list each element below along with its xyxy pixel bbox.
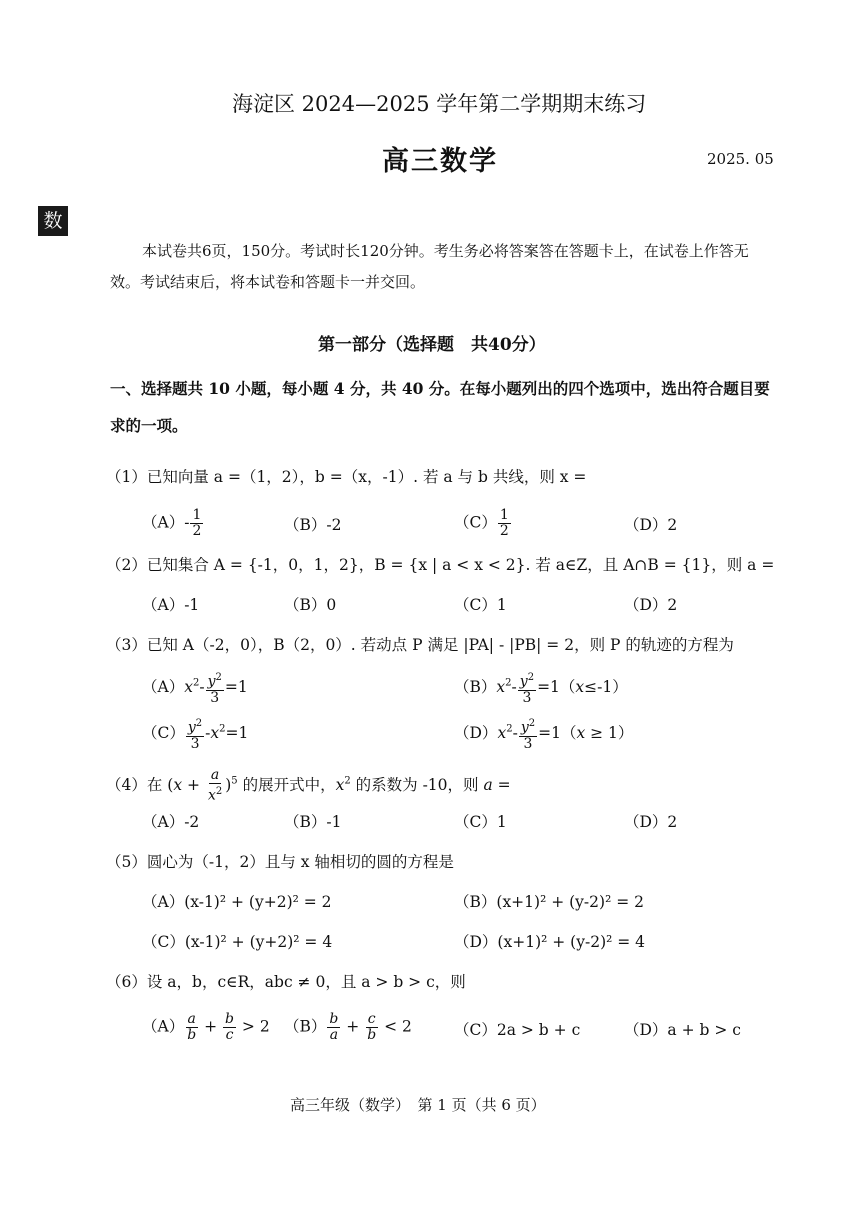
question-1-stem: （1）已知向量 a =（1，2），b =（x，-1）. 若 a 与 b 共线，则 x = xyxy=(106,468,587,486)
q2-option-b[interactable]: （B）0 xyxy=(284,596,337,614)
subject-tag: 数 xyxy=(38,206,68,236)
q6-option-b[interactable]: （B） $\frac{b}{a}$ + $\frac{c}{b}$ < 2 xyxy=(284,1011,412,1043)
q3-option-a[interactable]: $(A)x^2-$ $\frac{y^2}{3}$ =1 xyxy=(142,672,248,706)
question-5-stem: （5）圆心为（-1，2）且与 x 轴相切的圆的方程是 xyxy=(106,853,454,871)
q4-option-b[interactable]: （B）-1 xyxy=(284,813,342,831)
q1-option-d[interactable]: （D）2 xyxy=(624,516,678,534)
fraction: $\frac{1}{2}$ xyxy=(192,507,202,539)
q2-option-d[interactable]: （D）2 xyxy=(624,596,678,614)
q5-option-d[interactable]: （D）(x+1)² + (y-2)² = 4 xyxy=(454,933,646,951)
fraction: $\frac{y^2}{3}$ xyxy=(187,718,203,752)
q6-option-c[interactable]: （C）2a > b + c xyxy=(454,1021,581,1039)
fraction: $\frac{1}{2}$ xyxy=(499,507,509,539)
q5-option-a[interactable]: （A）(x-1)² + (y+2)² = 2 xyxy=(142,893,332,911)
q2-option-a[interactable]: （A）-1 xyxy=(142,596,200,614)
fraction: $\frac{b}{a}$ xyxy=(329,1011,339,1043)
q3-option-b[interactable]: $(B)x^2-$ $\frac{y^2}{3}$ =1（x≤-1） xyxy=(454,672,628,706)
q4-option-d[interactable]: （D）2 xyxy=(624,813,678,831)
question-4-stem: （4）在 (x + $\frac{a}{x^2}$ )$^5$ 的展开式中，$x^2$ 的系数为 -10，则 a = xyxy=(106,767,511,804)
q2-option-c[interactable]: （C）1 xyxy=(454,596,507,614)
question-2-stem: （2）已知集合 A = {-1，0，1，2}，B = {x | a < x < 2}. 若 a∈Z，且 A∩B = {1}，则 a = xyxy=(106,556,775,574)
q3-option-d[interactable]: $(D)x^2-$ $\frac{y^2}{3}$ =1（x ≥ 1） xyxy=(454,718,634,752)
fraction: $\frac{c}{b}$ xyxy=(367,1011,377,1043)
fraction: $\frac{y^2}{3}$ xyxy=(519,672,535,706)
q1-option-c[interactable]: （C） $\frac{1}{2}$ xyxy=(454,507,509,539)
question-3-stem: （3）已知 A（-2，0），B（2，0）. 若动点 P 满足 |PA| - |PB| = 2，则 P 的轨迹的方程为 xyxy=(106,636,734,654)
q1-option-b[interactable]: （B）-2 xyxy=(284,516,342,534)
section-one-instructions xyxy=(110,370,770,444)
fraction: $\frac{y^2}{3}$ xyxy=(207,672,222,706)
fraction: $\frac{b}{c}$ xyxy=(225,1011,234,1043)
section-one-text: 一、选择题共 10 小题，每小题 4 分，共 40 分。在每小题列出的四个选项中，选出符合题目要求的一项。 xyxy=(110,379,770,435)
subject-title: 高三数学 xyxy=(382,146,498,177)
q4-option-a[interactable]: （A）-2 xyxy=(142,813,200,831)
fraction: $\frac{a}{b}$ xyxy=(187,1011,197,1043)
exam-instructions: 本试卷共6页，150分。考试时长120分钟。考生务必将答案答在答题卡上，在试卷上作答无效。考试结束后，将本试卷和答题卡一并交回。 xyxy=(110,242,749,291)
q6-option-a[interactable]: （A） $\frac{a}{b}$ + $\frac{b}{c}$ > 2 xyxy=(142,1011,270,1043)
page-footer: 高三年级（数学） 第 1 页（共 6 页） xyxy=(290,1096,546,1114)
q6-option-d[interactable]: （D）a + b > c xyxy=(624,1021,741,1039)
q1-option-a[interactable]: （A）- $\frac{1}{2}$ xyxy=(142,507,202,539)
question-6-stem: （6）设 a，b，c∈R，abc ≠ 0，且 a > b > c，则 xyxy=(106,973,466,991)
part-one-heading: 第一部分（选择题 共40分） xyxy=(318,335,546,355)
q3-option-c[interactable]: （C） $\frac{y^2}{3}$ $-x^2=1$ xyxy=(142,718,249,752)
fraction: $\frac{a}{x^2}$ xyxy=(207,767,223,804)
q5-option-c[interactable]: （C）(x-1)² + (y+2)² = 4 xyxy=(142,933,333,951)
exam-title: 海淀区 2024—2025 学年第二学期期末练习 xyxy=(232,92,647,116)
fraction: $\frac{y^2}{3}$ xyxy=(520,718,536,752)
q4-option-c[interactable]: （C）1 xyxy=(454,813,507,831)
exam-date: 2025. 05 xyxy=(707,150,774,168)
q5-option-b[interactable]: （B）(x+1)² + (y-2)² = 2 xyxy=(454,893,644,911)
